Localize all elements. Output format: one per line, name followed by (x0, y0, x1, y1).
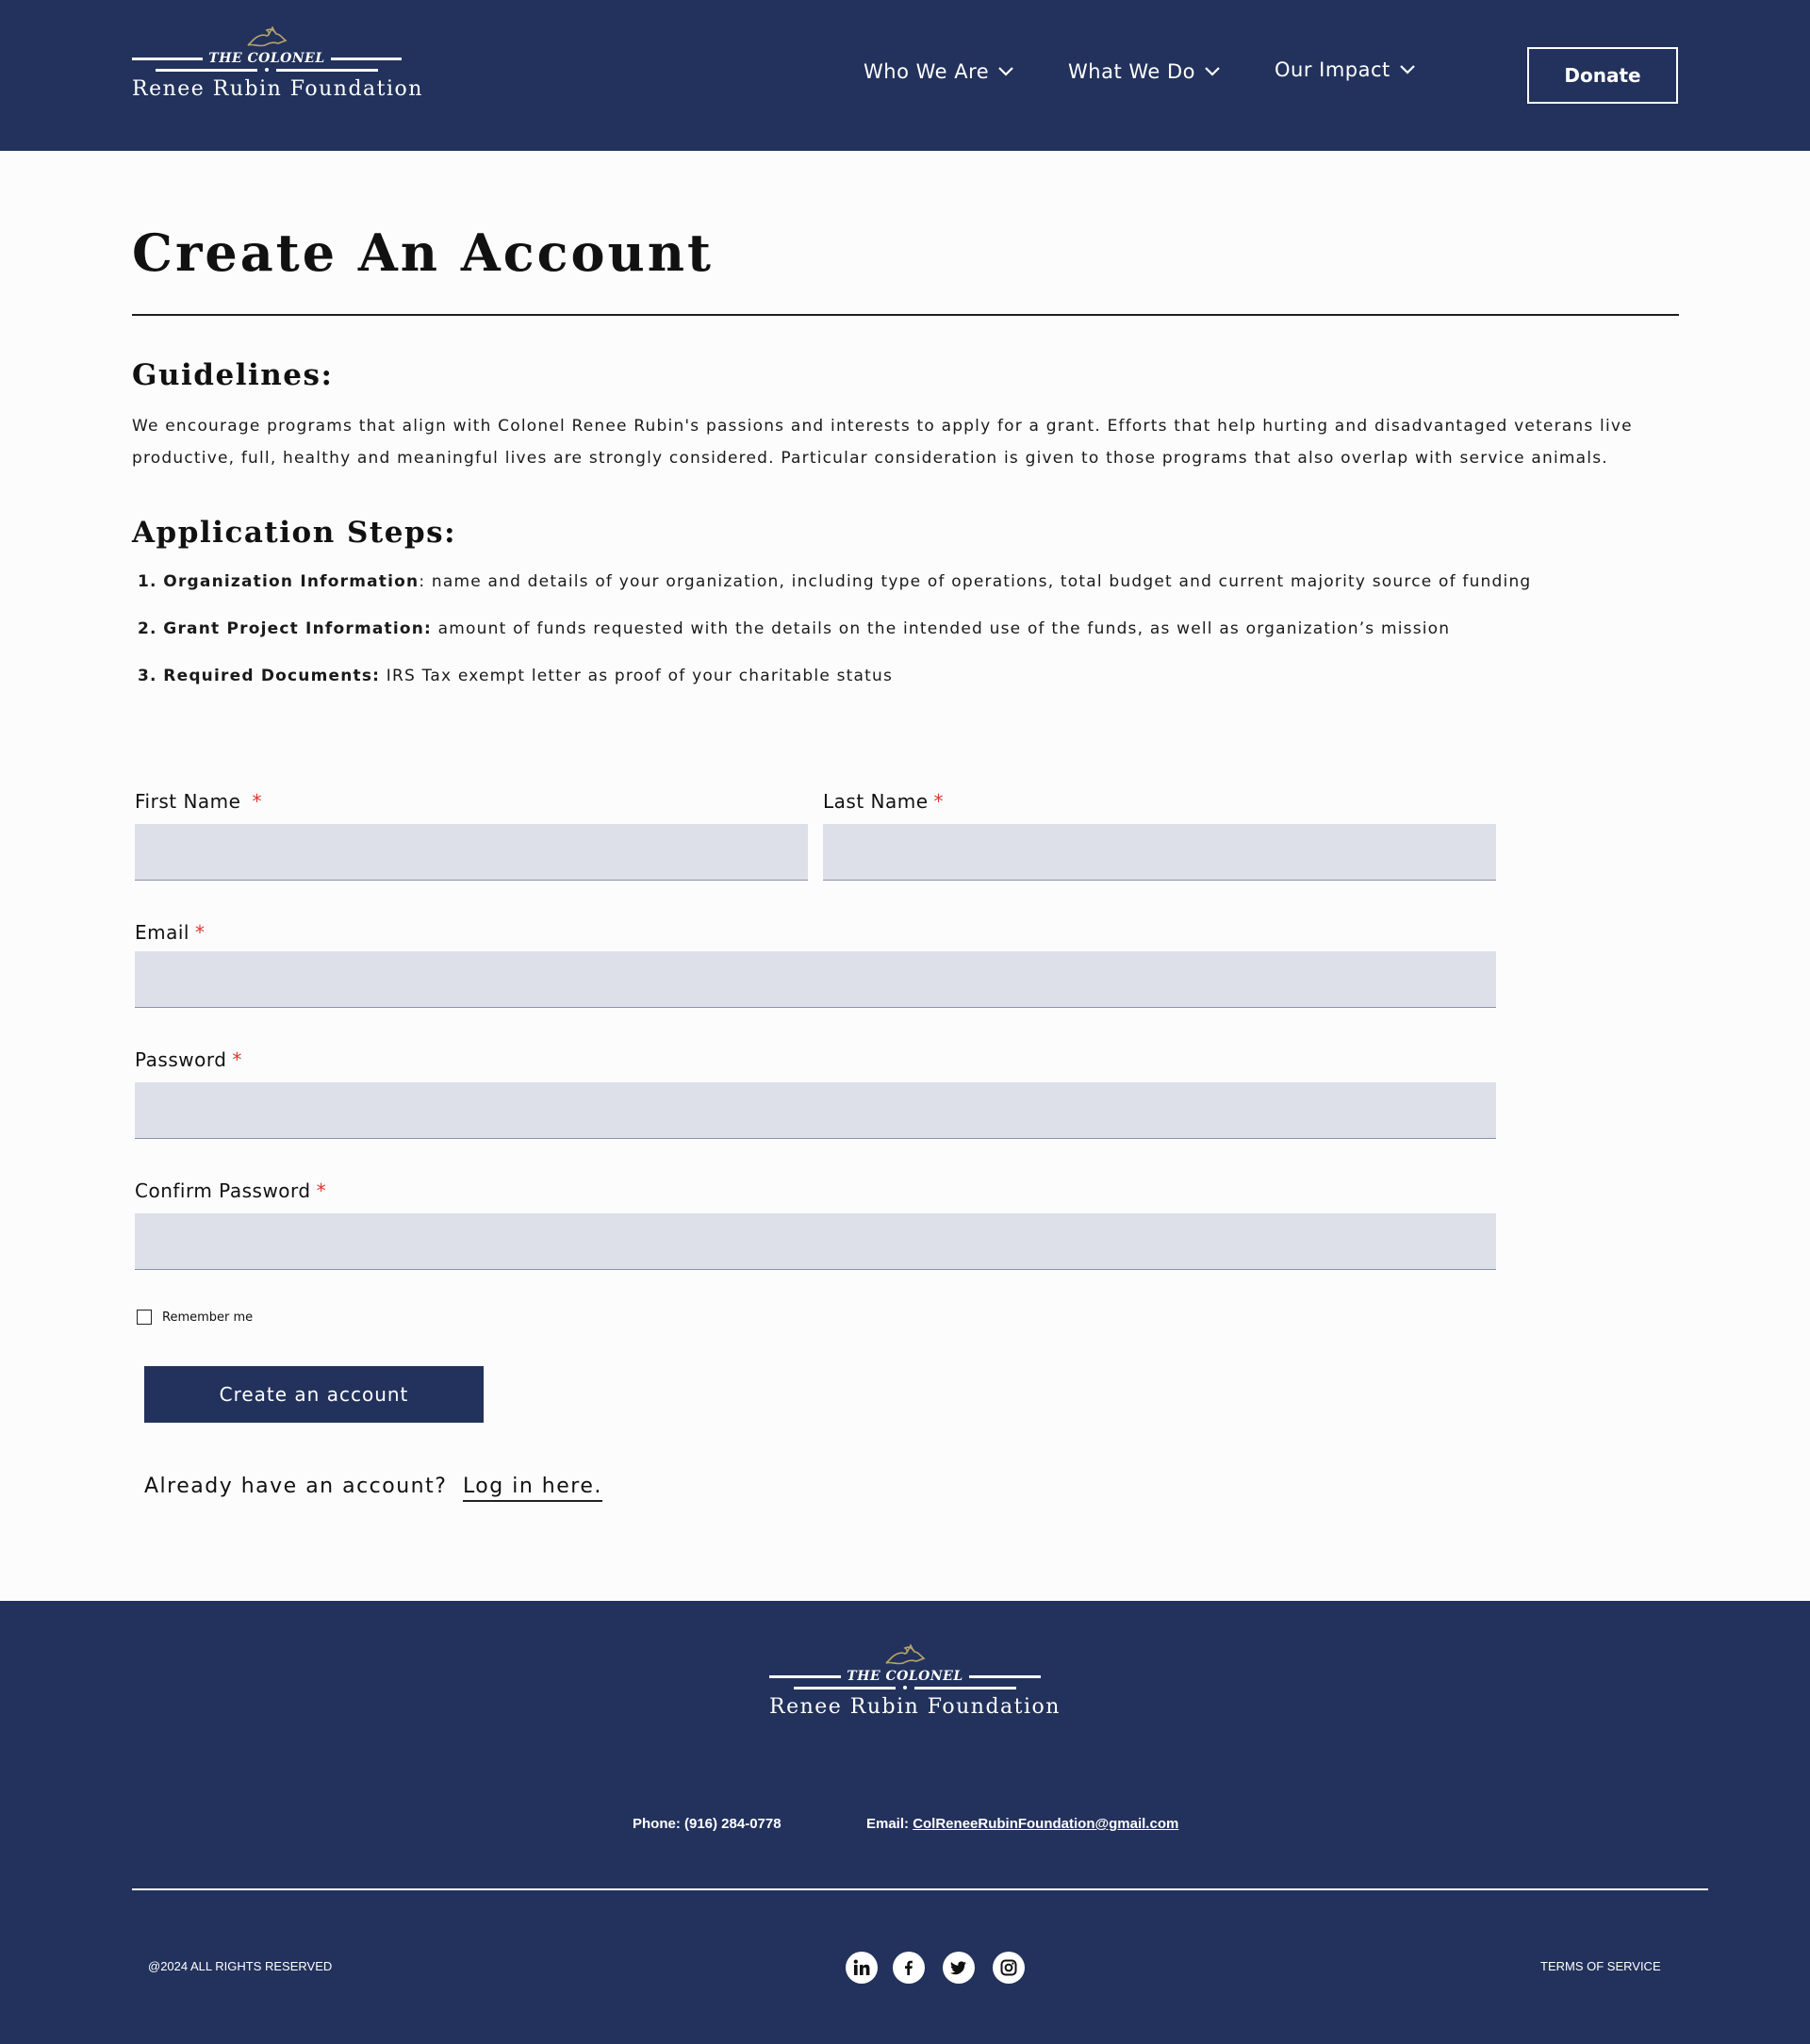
footer-phone: Phone: (916) 284-0778 (633, 1816, 782, 1832)
login-prompt (144, 1475, 602, 1498)
confirm-password-input[interactable] (135, 1213, 1496, 1270)
step-item (138, 619, 1450, 638)
site-footer (0, 1601, 1810, 2044)
steps-heading: Application Steps: (132, 516, 457, 550)
instagram-icon[interactable] (993, 1952, 1025, 1984)
login-prompt-text: Already have an account? (144, 1475, 448, 1498)
last-name-input[interactable] (823, 824, 1496, 881)
logo-line1: THE COLONEL (847, 1669, 963, 1684)
copyright: @2024 ALL RIGHTS RESERVED (148, 1959, 333, 1973)
nav-who-we-are[interactable] (864, 60, 1013, 83)
step-number: 1. (138, 572, 157, 591)
remember-me-checkbox[interactable] (137, 1310, 152, 1325)
page-title: Create An Account (132, 223, 714, 283)
chevron-down-icon (998, 67, 1013, 76)
footer-email-label: Email: (866, 1816, 910, 1832)
chevron-down-icon (1400, 65, 1415, 74)
twitter-icon[interactable] (943, 1952, 975, 1984)
terms-of-service-link[interactable]: TERMS OF SERVICE (1540, 1959, 1661, 1973)
step-separator: : (419, 572, 426, 591)
create-account-button[interactable]: Create an account (144, 1366, 484, 1423)
chevron-down-icon (1205, 67, 1220, 76)
donate-button[interactable]: Donate (1527, 47, 1678, 104)
confirm-password-label: Confirm Password * (135, 1179, 327, 1202)
first-name-input[interactable] (135, 824, 808, 881)
logo-line1: THE COLONEL (208, 51, 325, 66)
bird-icon (244, 25, 289, 53)
foundation-logo[interactable] (132, 25, 423, 101)
step-item (138, 667, 893, 685)
step-text: amount of funds requested with the details on the intended use of the funds, as well as organization’s mission (432, 619, 1451, 638)
step-number: 3. (138, 667, 157, 685)
title-divider (132, 314, 1679, 316)
step-title: Grant Project Information: (163, 619, 433, 638)
step-title: Required Documents: (163, 667, 381, 685)
required-marker: * (252, 790, 262, 813)
logo-line2: Renee Rubin Foundation (132, 77, 423, 101)
step-number: 2. (138, 619, 157, 638)
guidelines-text (132, 410, 1640, 474)
nav-label: What We Do (1068, 60, 1195, 83)
logo-line2: Renee Rubin Foundation (769, 1695, 1061, 1719)
nav-label: Who We Are (864, 60, 990, 83)
login-link[interactable]: Log in here. (463, 1475, 602, 1502)
facebook-icon[interactable] (893, 1952, 925, 1984)
email-input[interactable] (135, 951, 1496, 1008)
required-marker: * (933, 790, 945, 813)
password-input[interactable] (135, 1082, 1496, 1139)
guidelines-heading: Guidelines: (132, 358, 334, 392)
bird-icon (882, 1642, 928, 1671)
password-label: Password * (135, 1048, 242, 1071)
remember-me[interactable] (137, 1310, 253, 1325)
guidelines-line2: productive, full, healthy and meaningful lives are strongly considered. Particular consideration is given to those programs that also overlap with service animals. (132, 449, 1608, 468)
site-header (0, 0, 1810, 151)
footer-email (866, 1816, 1178, 1832)
footer-divider (132, 1888, 1708, 1890)
step-item (138, 572, 1531, 591)
remember-me-label: Remember me (162, 1310, 254, 1325)
required-marker: * (195, 921, 206, 944)
email-label: Email * (135, 921, 206, 944)
nav-our-impact[interactable] (1275, 58, 1415, 81)
first-name-label: First Name * (135, 790, 262, 813)
guidelines-line1: We encourage programs that align with Colonel Renee Rubin's passions and interests to apply for a grant. Efforts that help hurting and disadvantaged veterans live (132, 417, 1633, 436)
required-marker: * (316, 1179, 327, 1202)
step-text: IRS Tax exempt letter as proof of your charitable status (380, 667, 894, 685)
step-title: Organization Information (163, 572, 420, 591)
nav-label: Our Impact (1275, 58, 1390, 81)
footer-logo[interactable] (769, 1642, 1061, 1719)
required-marker: * (232, 1048, 242, 1071)
step-text: name and details of your organization, including type of operations, total budget and current majority source of funding (425, 572, 1532, 591)
footer-email-link[interactable]: ColReneeRubinFoundation@gmail.com (913, 1816, 1179, 1832)
nav-what-we-do[interactable] (1068, 60, 1220, 83)
last-name-label: Last Name * (823, 790, 945, 813)
linkedin-icon[interactable] (846, 1952, 878, 1984)
